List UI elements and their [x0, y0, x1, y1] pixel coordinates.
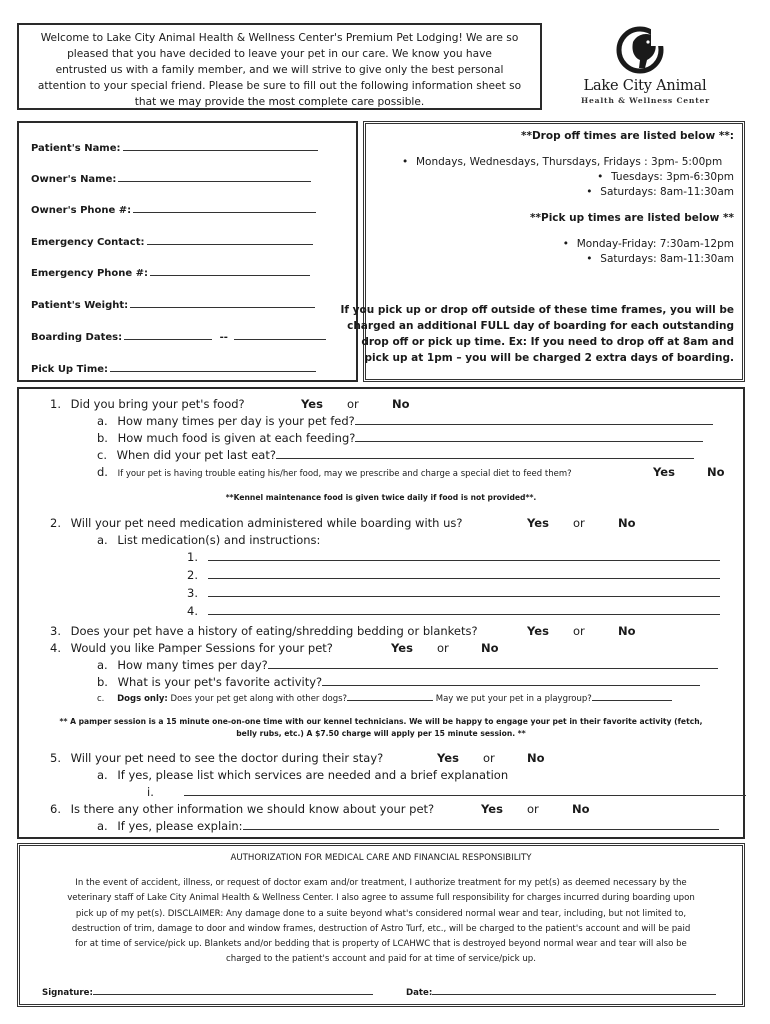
late-fee-warning: charged an additional FULL day of boarding for each outstanding [347, 320, 734, 332]
question-number: b. [97, 431, 108, 445]
emergency-contact-field[interactable] [31, 235, 313, 248]
question-text: If yes, please explain: [117, 819, 243, 833]
pet-logo-icon [613, 20, 673, 80]
authorization-line: charged to the patient's account and paid for at time of service/pick up. [226, 954, 536, 965]
dropoff-time-item: • Saturdays: 8am-11:30am [586, 186, 734, 198]
drop-pick-times-section [340, 121, 745, 382]
q1-yes-option[interactable]: Yes [301, 397, 323, 411]
q6-yes-option[interactable]: Yes [481, 802, 503, 816]
welcome-line: pleased that you have decided to leave your pet in our care. We know you have [67, 48, 492, 60]
welcome-line: that we may provide the most complete care possible. [134, 96, 425, 108]
q3-yes-option[interactable]: Yes [527, 624, 549, 638]
question-text: How many times per day? [117, 658, 268, 672]
question-number: c. [97, 694, 105, 704]
question-number: c. [97, 448, 107, 462]
welcome-line: attention to your special friend. Please be sure to fill out the following information sheet so [37, 80, 522, 92]
date-label: Date: [406, 988, 433, 998]
q6-no-option[interactable]: No [572, 802, 590, 816]
dogs-only-label: Dogs only: [117, 694, 168, 704]
authorization-line: In the event of accident, illness, or request of doctor exam and/or treatment, I authorize treatment for my pet(s) as deemed necessary by the [75, 878, 687, 888]
question-4c[interactable] [97, 693, 672, 704]
authorization-section [17, 843, 745, 1007]
owner-phone-field[interactable] [31, 203, 316, 216]
authorization-body [20, 876, 742, 968]
q5-yes-option[interactable]: Yes [437, 751, 459, 765]
boarding-dates-label: Boarding Dates: [31, 332, 123, 343]
logo-subtitle: Health & Wellness Center [581, 96, 710, 105]
question-text: If yes, please list which services are needed and a brief explanation [117, 768, 509, 782]
patient-name-field[interactable] [31, 141, 318, 154]
question-number: i. [147, 785, 154, 799]
question-5 [50, 751, 383, 765]
question-text: Would you like Pamper Sessions for your pet? [70, 641, 333, 655]
question-2a [97, 533, 320, 547]
welcome-line: Welcome to Lake City Animal Health & Wellness Center's Premium Pet Lodging! We are so [40, 32, 519, 44]
pamper-session-note: belly rubs, etc.) A $7.50 charge will apply per 15 minute session. ** [236, 729, 526, 738]
signature-label: Signature: [42, 988, 93, 998]
question-text: Did you bring your pet's food? [70, 397, 245, 411]
question-number: 5. [50, 751, 61, 765]
emergency-contact-label: Emergency Contact: [31, 237, 145, 248]
question-4a[interactable] [97, 658, 718, 672]
dropoff-time-item: • Tuesdays: 3pm-6:30pm [597, 171, 734, 183]
q1-or-text: or [347, 397, 359, 411]
question-number: a. [97, 533, 108, 547]
patient-info-section [17, 121, 358, 382]
patient-weight-label: Patient's Weight: [31, 300, 129, 311]
welcome-line: entrusted us with a family member, and we will strive to give only the best personal [55, 64, 504, 76]
dropoff-header: **Drop off times are listed below **: [520, 130, 734, 142]
q1d-no-option[interactable]: No [707, 465, 725, 479]
question-4 [50, 641, 333, 655]
date-field[interactable] [406, 987, 716, 998]
question-1a[interactable] [97, 414, 713, 428]
question-number: 4. [50, 641, 61, 655]
question-1c[interactable] [97, 448, 694, 462]
question-number: 2. [50, 516, 61, 530]
logo-title: Lake City Animal [583, 78, 707, 94]
patient-name-label: Patient's Name: [31, 143, 121, 154]
pickup-time-field[interactable] [31, 362, 316, 375]
kennel-food-note: **Kennel maintenance food is given twice daily if food is not provided**. [225, 493, 537, 502]
question-text: Will your pet need medication administered while boarding with us? [70, 516, 463, 530]
question-number: 6. [50, 802, 61, 816]
question-text: May we put your pet in a playgroup? [435, 694, 592, 704]
question-3 [50, 624, 478, 638]
question-4b[interactable] [97, 675, 700, 689]
q3-no-option[interactable]: No [618, 624, 636, 638]
question-number: d. [97, 465, 108, 479]
question-text: When did your pet last eat? [116, 448, 276, 462]
pickup-time-label: Pick Up Time: [31, 364, 109, 375]
question-number: 1. [50, 397, 61, 411]
question-5a [97, 768, 508, 782]
late-fee-warning: drop off or pick up time. Ex: If you need to drop off at 8am and [361, 336, 734, 348]
owner-phone-label: Owner's Phone #: [31, 205, 132, 216]
question-1b[interactable] [97, 431, 703, 445]
pickup-header: **Pick up times are listed below ** [530, 212, 734, 224]
question-text: Will your pet need to see the doctor during their stay? [70, 751, 384, 765]
q5-or-text: or [483, 751, 495, 765]
dropoff-time-item: • Mondays, Wednesdays, Thursdays, Fridays : 3pm- 5:00pm [402, 156, 722, 168]
signature-field[interactable] [42, 987, 373, 998]
late-fee-warning: pick up at 1pm – you will be charged 2 extra days of boarding. [364, 352, 734, 364]
question-number: a. [97, 658, 108, 672]
q5-no-option[interactable]: No [527, 751, 545, 765]
q3-or-text: or [573, 624, 585, 638]
welcome-message [17, 23, 542, 110]
q4-no-option[interactable]: No [481, 641, 499, 655]
question-6a[interactable] [97, 819, 719, 833]
q1-no-option[interactable]: No [392, 397, 410, 411]
q2-or-text: or [573, 516, 585, 530]
question-number: 3. [50, 624, 61, 638]
pickup-time-item: • Monday-Friday: 7:30am-12pm [563, 238, 734, 250]
question-text: What is your pet's favorite activity? [117, 675, 323, 689]
medication-line-1[interactable] [187, 550, 720, 564]
question-6 [50, 802, 434, 816]
questionnaire-section [17, 387, 745, 839]
emergency-phone-label: Emergency Phone #: [31, 268, 149, 279]
authorization-title: AUTHORIZATION FOR MEDICAL CARE AND FINANCIAL RESPONSIBILITY [230, 853, 532, 863]
emergency-phone-field[interactable] [31, 266, 310, 279]
question-5a-i[interactable] [147, 785, 746, 799]
question-1 [50, 397, 245, 411]
boarding-dates-field[interactable] [31, 330, 326, 343]
medication-number: 1. [187, 550, 198, 564]
q2-yes-option[interactable]: Yes [527, 516, 549, 530]
authorization-line: for at time of service/pick up. Blankets and/or bedding that is property of LCAHWC that is destroyed beyond normal wear and tear will also be [75, 939, 687, 950]
medication-line-3[interactable] [187, 586, 720, 600]
question-text: How much food is given at each feeding? [117, 431, 356, 445]
question-text: Does your pet have a history of eating/shredding bedding or blankets? [70, 624, 478, 638]
question-text: Does your pet get along with other dogs? [170, 694, 348, 704]
question-text: How many times per day is your pet fed? [117, 414, 355, 428]
question-number: a. [97, 819, 108, 833]
medication-line-2[interactable] [187, 568, 720, 582]
question-number: a. [97, 414, 108, 428]
question-1d [97, 465, 572, 479]
question-text: Is there any other information we should know about your pet? [70, 802, 435, 816]
owner-name-label: Owner's Name: [31, 174, 117, 185]
q4-or-text: or [437, 641, 449, 655]
q1d-yes-option[interactable]: Yes [653, 465, 675, 479]
late-fee-warning: If you pick up or drop off outside of these time frames, you will be [340, 304, 734, 316]
medication-number: 3. [187, 586, 198, 600]
q2-no-option[interactable]: No [618, 516, 636, 530]
medication-number: 4. [187, 604, 198, 618]
question-2 [50, 516, 462, 530]
medication-number: 2. [187, 568, 198, 582]
patient-weight-field[interactable] [31, 298, 315, 311]
authorization-line: pick up of my pet(s). DISCLAIMER: Any damage done to a suite beyond what's considered normal wear and tear, including, but not limited to, [75, 908, 687, 919]
authorization-line: veterinary staff of Lake City Animal Health & Wellness Center. I also agree to assume full responsibility for charges incurred during boarding upon [67, 893, 695, 904]
q6-or-text: or [527, 802, 539, 816]
question-text: List medication(s) and instructions: [117, 533, 321, 547]
question-text: If your pet is having trouble eating his/her food, may we prescribe and charge a special diet to feed them? [117, 469, 572, 479]
q4-yes-option[interactable]: Yes [391, 641, 413, 655]
owner-name-field[interactable] [31, 172, 311, 185]
question-number: b. [97, 675, 108, 689]
boarding-dates-separator: -- [219, 332, 228, 343]
question-number: a. [97, 768, 108, 782]
pamper-session-note: ** A pamper session is a 15 minute one-on-one time with our kennel technicians. We will be happy to engage your pet in their favorite activity (fetch, [59, 717, 703, 726]
pickup-time-item: • Saturdays: 8am-11:30am [586, 253, 734, 265]
authorization-line: destruction of trim, damage to door and window frames, destruction of Astro Turf, etc., will be charged to the patient's account and will be paid [71, 923, 691, 934]
medication-line-4[interactable] [187, 604, 720, 618]
